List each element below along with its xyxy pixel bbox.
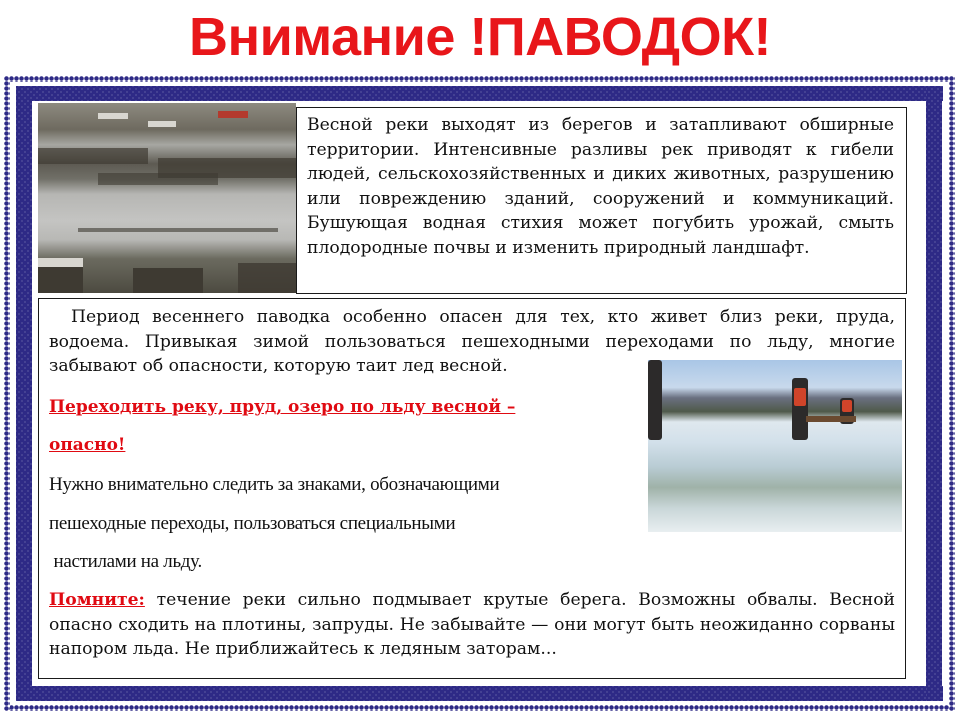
outer-border-top bbox=[4, 76, 955, 82]
advice-line-3: настилами на льду. bbox=[49, 551, 202, 572]
outer-border-bottom bbox=[4, 705, 955, 711]
warning-line-2: опасно! bbox=[49, 435, 126, 455]
intro-text-box bbox=[296, 107, 907, 294]
ice-rescue-photo bbox=[648, 360, 902, 532]
flood-village-photo bbox=[38, 103, 296, 293]
inner-border-right bbox=[926, 86, 942, 701]
outer-border-right bbox=[949, 76, 955, 711]
advice-line-1: Нужно внимательно следить за знаками, обозначающими bbox=[49, 474, 500, 495]
remember-paragraph bbox=[49, 588, 895, 662]
warning-line-1: Переходить реку, пруд, озеро по льду весной – bbox=[49, 397, 516, 417]
page-title: Внимание !ПАВОДОК! bbox=[188, 7, 772, 67]
flood-description-paragraph: Весной реки выходят из берегов и затапливают обширные территории. Интенсивные разливы рек приводят к гибели людей, сельскохозяйственных и диких животных, разрушению или повреждению зданий, сооружений и коммуникаций. Бушующая водная стихия может погубить урожай, смыть плодородные почвы и изменить природный ландшафт. bbox=[307, 115, 894, 258]
remember-label: Помните: bbox=[49, 590, 145, 610]
remember-text: течение реки сильно подмывает крутые берега. Возможны обвалы. Весной опасно сходить на плотины, запруды. Не забывайте — они могут быть неожиданно сорваны напором льда. Не приближайтесь к ледяным заторам... bbox=[49, 590, 895, 660]
inner-border-top bbox=[16, 86, 943, 101]
inner-border-left bbox=[16, 86, 32, 701]
outer-border-left bbox=[4, 76, 10, 711]
inner-border-bottom bbox=[16, 686, 943, 701]
advice-line-2: пешеходные переходы, пользоваться специальными bbox=[49, 513, 456, 534]
ice-danger-paragraph: Период весеннего паводка особенно опасен для тех, кто живет близ реки, пруда, водоема. Привыкая зимой пользоваться пешеходными переходами по льду, многие забывают об опасности, которую таит лед весной. bbox=[49, 307, 895, 377]
